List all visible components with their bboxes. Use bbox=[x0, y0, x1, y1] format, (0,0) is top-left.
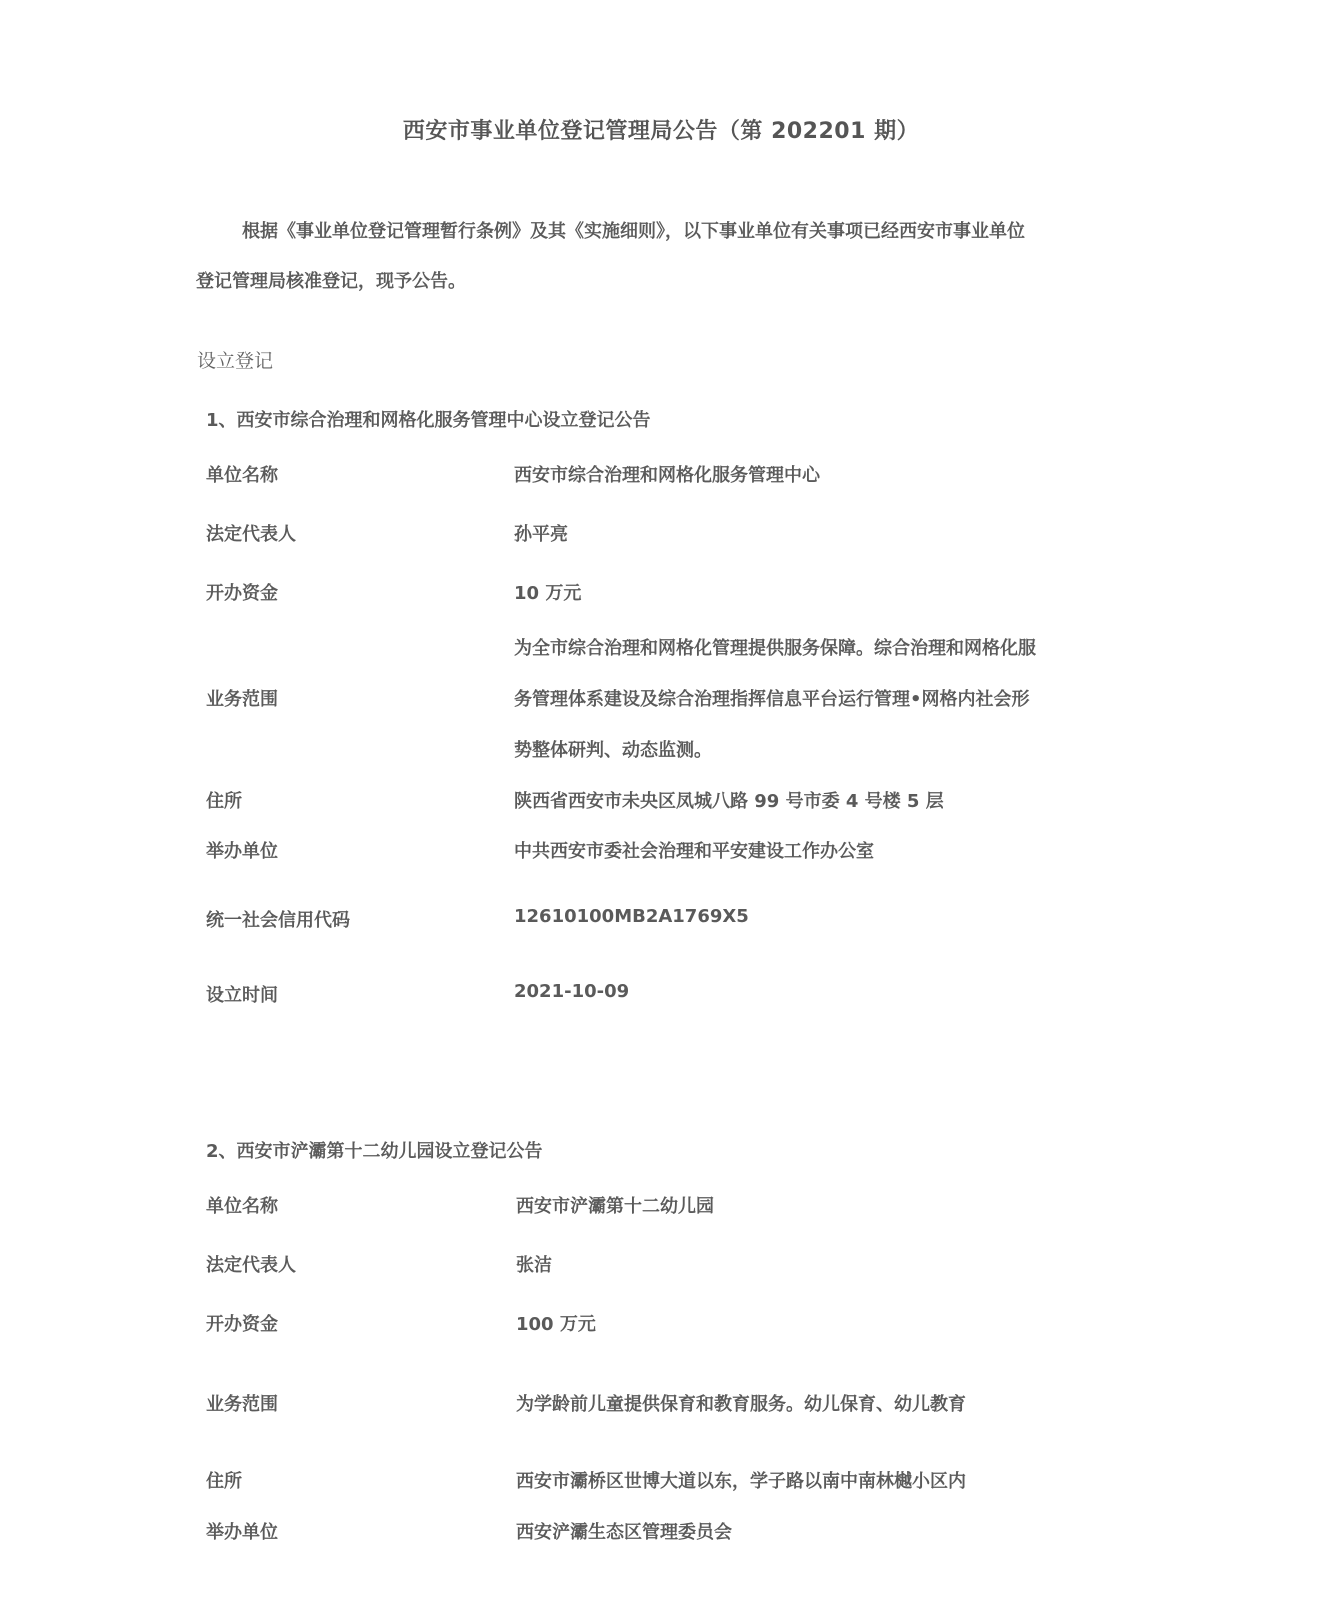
field-value-funds: 10 万元 bbox=[514, 583, 582, 604]
field-label-sponsor: 举办单位 bbox=[206, 1522, 278, 1543]
field-label-business-scope: 业务范围 bbox=[206, 1394, 278, 1415]
field-value-sponsor: 中共西安市委社会治理和平安建设工作办公室 bbox=[514, 841, 874, 862]
field-label-address: 住所 bbox=[206, 791, 242, 812]
field-value-business-scope-line-1: 为全市综合治理和网格化管理提供服务保障。综合治理和网格化服 bbox=[514, 638, 1036, 659]
field-value-business-scope-line-3: 势整体研判、动态监测。 bbox=[514, 740, 712, 761]
field-label-credit-code: 统一社会信用代码 bbox=[206, 910, 350, 931]
section-heading-establishment: 设立登记 bbox=[197, 350, 274, 372]
intro-paragraph-line-2: 登记管理局核准登记，现予公告。 bbox=[196, 271, 466, 292]
intro-paragraph-line-1: 根据《事业单位登记管理暂行条例》及其《实施细则》，以下事业单位有关事项已经西安市事业单位 bbox=[242, 221, 1025, 242]
field-value-legal-rep: 孙平亮 bbox=[514, 524, 568, 545]
field-label-established-date: 设立时间 bbox=[206, 985, 278, 1006]
field-value-address: 西安市灞桥区世博大道以东，学子路以南中南林樾小区内 bbox=[516, 1471, 966, 1492]
field-label-legal-rep: 法定代表人 bbox=[206, 524, 296, 545]
field-value-established-date: 2021-10-09 bbox=[514, 981, 630, 1002]
field-label-address: 住所 bbox=[206, 1471, 242, 1492]
field-value-funds: 100 万元 bbox=[516, 1314, 596, 1335]
field-value-address: 陕西省西安市未央区凤城八路 99 号市委 4 号楼 5 层 bbox=[514, 791, 944, 812]
item-heading: 1、西安市综合治理和网格化服务管理中心设立登记公告 bbox=[206, 410, 651, 431]
field-label-unit-name: 单位名称 bbox=[206, 1196, 278, 1217]
field-value-business-scope: 为学龄前儿童提供保育和教育服务。幼儿保育、幼儿教育 bbox=[516, 1394, 966, 1415]
page-title: 西安市事业单位登记管理局公告（第 202201 期） bbox=[402, 119, 920, 144]
field-value-unit-name: 西安市综合治理和网格化服务管理中心 bbox=[514, 465, 820, 486]
field-value-business-scope-line-2: 务管理体系建设及综合治理指挥信息平台运行管理•网格内社会形 bbox=[514, 689, 1030, 710]
field-value-credit-code: 12610100MB2A1769X5 bbox=[514, 906, 749, 927]
field-value-sponsor: 西安浐灞生态区管理委员会 bbox=[516, 1522, 732, 1543]
field-value-unit-name: 西安市浐灞第十二幼儿园 bbox=[516, 1196, 714, 1217]
field-label-legal-rep: 法定代表人 bbox=[206, 1255, 296, 1276]
field-label-business-scope: 业务范围 bbox=[206, 689, 278, 710]
field-label-funds: 开办资金 bbox=[206, 583, 278, 604]
item-heading: 2、西安市浐灞第十二幼儿园设立登记公告 bbox=[206, 1141, 543, 1162]
field-label-sponsor: 举办单位 bbox=[206, 841, 278, 862]
field-label-unit-name: 单位名称 bbox=[206, 465, 278, 486]
field-label-funds: 开办资金 bbox=[206, 1314, 278, 1335]
field-value-legal-rep: 张洁 bbox=[516, 1255, 552, 1276]
